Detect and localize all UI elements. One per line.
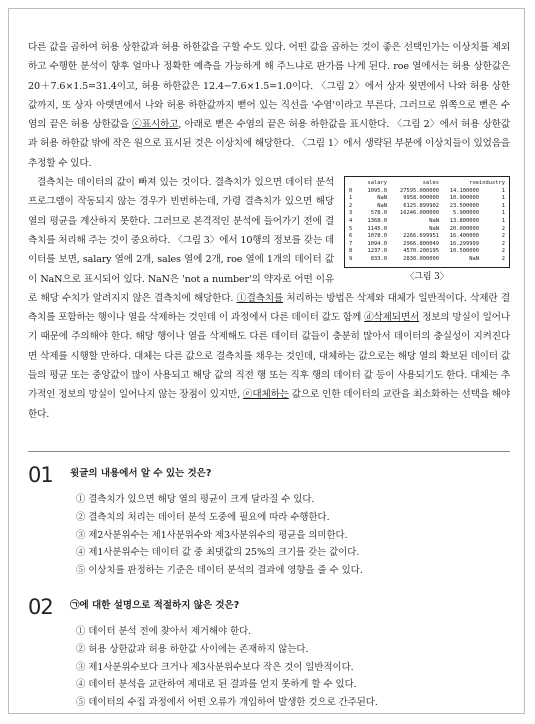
table-cell: 2266.699951 <box>403 233 439 240</box>
table-cell: 9958.000000 <box>403 195 439 202</box>
table-cell: 10.500000 <box>449 248 479 255</box>
question-stem: 윗글의 내용에서 알 수 있는 것은? <box>70 468 212 479</box>
table-cell: 1 <box>501 195 505 202</box>
table-cell: 1 <box>501 210 505 217</box>
passage-paragraph-2 <box>28 173 510 424</box>
table-cell: 14.100000 <box>449 187 479 194</box>
table-cell: 2966.800049 <box>403 240 439 247</box>
table-cell: 1078.0 <box>367 233 387 240</box>
passage-text: , 아래로 뻗은 수염의 끝은 허용 하한값을 표시한다. 〈그림 2〉에서 허용 상한값과 허용 하한값 밖에 작은 원으로 표시된 것은 이상치에 해당한다. 〈그림 1〉에서 생략된 부분에 이상치들이 있었음을 추정할 수 있다. <box>28 119 510 169</box>
table-header-cell: salary <box>367 180 387 187</box>
answer-option-2[interactable]: ② 결측치의 처리는 데이터 분석 도중에 필요에 따라 수행한다. <box>76 511 330 523</box>
table-cell: 2 <box>501 248 505 255</box>
table-cell: 4 <box>349 218 353 225</box>
table-cell: 16.299999 <box>449 240 479 247</box>
underlined-word-d: ⓓ삭제되면서 <box>364 312 420 324</box>
passage-text: 값으로 인한 데이터의 교란을 최소화하는 선택을 해야 한다. <box>28 389 510 420</box>
table-cell: 2 <box>501 240 505 247</box>
answer-option-1[interactable]: ① 결측치가 있으면 해당 열의 평균이 크게 달라질 수 있다. <box>76 494 315 505</box>
table-cell: 1 <box>349 195 353 202</box>
table-cell: NaN <box>429 225 439 232</box>
figure-3 <box>344 176 510 284</box>
table-row <box>349 226 505 234</box>
table-header-cell: industry <box>479 180 505 187</box>
table-cell: 2830.000000 <box>403 256 439 263</box>
table-cell: 1 <box>501 202 505 209</box>
table-cell: 1237.0 <box>367 248 387 255</box>
table-cell: 6125.899902 <box>403 202 439 209</box>
table-row <box>349 188 505 196</box>
table-row <box>349 195 505 203</box>
question-1 <box>28 463 510 593</box>
figure-caption: 〈그림 3〉 <box>405 271 449 282</box>
table-row <box>349 210 505 218</box>
table-row <box>349 203 505 211</box>
question-number: 01 <box>28 463 53 487</box>
table-cell: 8 <box>349 248 353 255</box>
underlined-word-c: ⓒ표시하고 <box>132 119 179 131</box>
table-cell: NaN <box>377 195 387 202</box>
table-cell: 833.0 <box>370 256 387 263</box>
answer-option-5[interactable]: ⑤ 이상치를 판정하는 기준은 데이터 분석의 결과에 영향을 줄 수 있다. <box>76 565 363 577</box>
table-cell: 1095.0 <box>367 187 387 194</box>
passage-text: 결측치는 데이터의 값이 빠져 있는 것이다. 결측치가 있으면 데이터 분석 프로그램이 작동되지 않는 경우가 빈번하는데, 가령 결측치가 있으면 해당 열의 평균을 계산하지 못한다. 그러므로 본격적인 분석에 들어가기 전에 결측치를 처리해 주는 것이 중요하다. 〈그림 3〉에서 10행의 정보를 갖는 데이터를 보면, salary 열에 2개, sales 열에 2개, roe 열에 1개의 데이터 값이 NaN으로 표시되어 있다. NaN은 'not a number'의 약자로 어떤 이유로 해당 수치가 알려지지 않은 결측치에 해당한다. <box>28 177 334 304</box>
table-cell: 20.000000 <box>449 225 479 232</box>
answer-option-2[interactable]: ② 허용 상한값과 허용 하한값 사이에는 존재하지 않는다. <box>76 643 309 655</box>
table-header-cell: roe <box>469 180 479 187</box>
passage <box>28 38 510 424</box>
answer-options <box>76 491 363 580</box>
section-divider <box>28 451 510 452</box>
answer-option-5[interactable]: ⑤ 데이터의 수집 과정에서 어떤 오류가 개입하여 발생한 것으로 간주된다. <box>76 697 378 709</box>
table-row <box>349 218 505 226</box>
answer-option-3[interactable]: ③ 제1사분위수보다 크거나 제3사분위수보다 작은 것이 일반적이다. <box>76 661 354 673</box>
table-cell: 1094.0 <box>367 240 387 247</box>
question-stem: ㉠에 대한 설명으로 적절하지 않은 것은? <box>70 600 240 611</box>
passage-text: 처리하는 방법은 삭제와 대체가 일반적이다. 삭제란 결측치를 포함하는 행이나 열을 삭제하는 것인데 이 과정에서 다른 데이터 값도 함께 <box>28 292 510 324</box>
table-cell: 4570.200195 <box>403 248 439 255</box>
table-cell: 16246.000000 <box>400 210 439 217</box>
table-cell: 5.900000 <box>453 210 479 217</box>
table-cell: 3 <box>349 210 353 217</box>
table-cell: 1 <box>501 187 505 194</box>
answer-option-1[interactable]: ① 데이터 분석 전에 찾아서 제거해야 한다. <box>76 626 252 637</box>
table-header-row <box>349 180 505 188</box>
underlined-word-e: ⓔ대체하는 <box>242 389 289 401</box>
table-row <box>349 256 505 264</box>
answer-option-4[interactable]: ④ 제1사분위수는 데이터 값 중 최댓값의 25%의 크기를 갖는 값이다. <box>76 547 360 559</box>
table-cell: 6 <box>349 233 353 240</box>
table-cell: 27595.000000 <box>400 187 439 194</box>
table-cell: 9 <box>349 256 353 263</box>
table-cell: 13.800000 <box>449 218 479 225</box>
table-cell: 2 <box>501 256 505 263</box>
passage-text: 정보의 망실이 일어나기 때문에 주의해야 한다. 해당 행이나 열을 삭제해도 다른 데이터 값들이 충분히 많아서 데이터의 충실성이 지켜진다면 삭제를 시행할 만하다. 대체는 다른 값으로 결측치를 채우는 것인데, 대체하는 값으로는 해당 열의 확보된 데이터 값들의 평균 또는 중앙값이 많이 사용되고 해당 값의 직전 행 또는 직후 행의 데이터 값 등이 사용되기도 한다. 대체는 추가적인 정보의 망실이 일어나지 않는 장점이 있지만, <box>28 312 510 401</box>
underlined-word-l: ⓛ결측치를 <box>236 292 284 304</box>
table-cell: NaN <box>469 256 479 263</box>
table-cell: NaN <box>429 218 439 225</box>
table-header-cell <box>349 180 359 188</box>
answer-option-3[interactable]: ③ 제2사분위수는 제1사분위수와 제3사분위수의 평균을 의미한다. <box>76 529 348 541</box>
table-row <box>349 233 505 241</box>
table-cell: 2 <box>501 225 505 232</box>
answer-options <box>76 623 378 712</box>
table-cell: 1145.0 <box>367 225 387 232</box>
answer-option-4[interactable]: ④ 데이터 분석을 교란하여 제대로 된 결과를 얻지 못하게 할 수 있다. <box>76 679 357 691</box>
question-number: 02 <box>28 595 53 619</box>
table-cell: 0 <box>349 187 353 194</box>
table-cell: 10.900000 <box>449 195 479 202</box>
question-2 <box>28 595 510 715</box>
table-cell: 2 <box>349 202 353 209</box>
table-cell: 1 <box>501 218 505 225</box>
table-cell: 2 <box>501 233 505 240</box>
table-row <box>349 241 505 249</box>
table-cell: 578.0 <box>370 210 387 217</box>
passage-text: 다른 값을 곱하여 허용 상한값과 허용 하한값을 구할 수도 있다. 어떤 값을 곱하는 것이 좋은 선택인가는 이상치를 제외하고 수행한 분석이 향후 얼마나 정확한 예측을 가능하게 해 주느냐로 판가름 나게 된다. roe 열에서는 허용 상한값은 20＋7.6×1.5=31.4이고, 허용 하한값은 12.4−7.6×1.5=1.0이다. 〈그림 2〉에서 상자 윗면에서 나와 허용 상한값까지, 또 상자 아랫면에서 나와 허용 하한값까지 뻗어 있는 직선을 '수염'이라고 부른다. 그러므로 위쪽으로 뻗은 수염의 끝은 허용 상한값을 <box>28 42 510 131</box>
table-cell: 23.500000 <box>449 202 479 209</box>
table-row <box>349 248 505 256</box>
table-cell: 16.400000 <box>449 233 479 240</box>
table-cell: 7 <box>349 240 353 247</box>
table-cell: NaN <box>377 202 387 209</box>
passage-paragraph-1 <box>28 38 510 173</box>
table-cell: 1368.0 <box>367 218 387 225</box>
table-header-cell: sales <box>422 180 439 187</box>
table-cell: 5 <box>349 225 353 232</box>
dataframe-table <box>344 176 510 268</box>
